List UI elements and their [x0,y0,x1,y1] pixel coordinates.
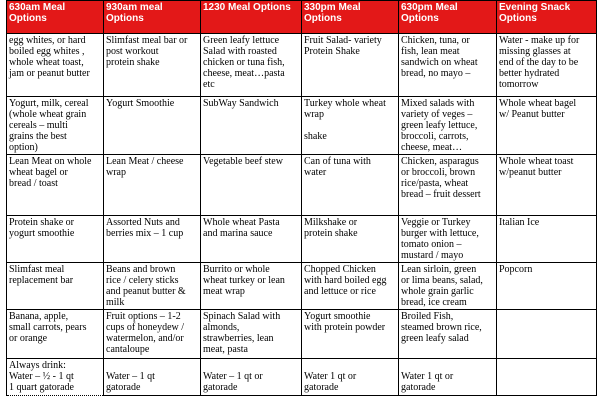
cell-text-line: almonds, [203,322,240,333]
meal-plan-container [6,0,596,404]
cell-text-line: and marina sauce [203,228,273,239]
table-cell [399,263,497,310]
cell-text-line: gatorade [106,382,141,393]
column-header: 1230 Meal Options [201,1,302,34]
cell-text-line: with hard boiled egg [304,275,387,286]
cell-text-line: Yogurt smoothie [304,311,371,322]
cell-text-line: Turkey whole wheat [304,98,386,109]
cell-text-line: Water – 1 qt [106,371,155,382]
cell-text-line: with protein powder [304,322,386,333]
column-header: Evening Snack Options [497,1,597,34]
cell-text-line: protein shake [304,228,358,239]
cell-text-line: gatorade [401,382,436,393]
cell-text-line: Mixed salads with [401,98,475,109]
cell-text-line: Slimfast meal [9,264,65,275]
cell-text-line: meat, pasta [203,344,248,355]
cell-text-line: Whole wheat bagel [499,98,577,109]
table-cell [399,359,497,396]
cell-text-line: sandwich on wheat [401,57,478,68]
cell-text-line: protein shake [106,57,160,68]
cell-text-line: Lean Meat on whole [9,156,92,167]
cell-text-line: option) [9,142,38,153]
table-cell [302,34,399,97]
cell-text-line: Chicken, tuna, or [401,35,470,46]
cell-text-line [304,120,396,131]
column-header: 930am meal Options [104,1,201,34]
cell-text-line: chicken or tuna fish, [203,57,285,68]
cell-text-line: post workout [106,46,159,57]
table-cell [104,216,201,263]
cell-text-line: steamed brown rice, [401,322,482,333]
cell-text-line [203,360,299,371]
table-cell [497,34,597,97]
cell-text-line: green leafy lettuce, [401,120,478,131]
cell-text-line: bread, no mayo – [401,68,471,79]
cell-text-line: Veggie or Turkey [401,217,471,228]
cell-text-line: whole wheat toast, [9,57,84,68]
cell-text-line: rice/pasta, wheat [401,178,469,189]
table-cell [399,97,497,155]
table-cell [302,97,399,155]
cell-text-line: water [304,167,327,178]
cell-text-line: better hydrated [499,68,560,79]
cell-text-line: Broiled Fish, [401,311,454,322]
table-cell [399,310,497,359]
cell-text-line: egg whites, or hard [9,35,86,46]
cell-text-line: gatorade [203,382,238,393]
table-cell [104,263,201,310]
cell-text-line: SubWay Sandwich [203,98,279,109]
table-cell [104,155,201,216]
cell-text-line: tomato onion – [401,239,462,250]
table-cell [201,155,302,216]
cell-text-line: Spinach Salad with [203,311,281,322]
cell-text-line: Whole wheat Pasta [203,217,280,228]
table-row [7,216,597,263]
cell-text-line: cheese, meat… [401,142,463,153]
table-cell [497,359,597,396]
cell-text-line: Green leafy lettuce [203,35,280,46]
cell-text-line: Water 1 qt or [304,371,357,382]
table-cell [497,310,597,359]
cell-text-line: w/peanut butter [499,167,562,178]
cell-text-line: bread / toast [9,178,58,189]
table-cell [7,155,104,216]
cell-text-line: cups of honeydew / [106,322,185,333]
cell-text-line: Fruit Salad- variety [304,35,382,46]
cell-text-line: w/ Peanut butter [499,109,565,120]
cell-text-line: Popcorn [499,264,533,275]
cell-text-line: tomorrow [499,79,539,90]
table-cell [201,216,302,263]
cell-text-line: Always drink: [9,360,66,371]
table-row [7,359,597,396]
cell-text-line: gatorade [304,382,339,393]
table-cell [497,216,597,263]
table-cell [104,359,201,396]
table-cell [497,263,597,310]
meal-plan-table [6,0,597,396]
cell-text-line: Protein Shake [304,46,360,57]
cell-text-line: mustard / mayo [401,250,464,261]
cell-text-line: Whole wheat toast [499,156,574,167]
cell-text-line: Burrito or whole [203,264,270,275]
cell-text-line: Water 1 qt or [401,371,454,382]
cell-text-line: and lettuce or rice [304,286,376,297]
cell-text-line: Yogurt Smoothie [106,98,175,109]
table-row [7,34,597,97]
cell-text-line: boiled egg whites , [9,46,85,57]
cell-text-line: meat wrap [203,286,245,297]
cell-text-line: wheat turkey or lean [203,275,285,286]
table-cell [104,310,201,359]
table-cell [7,263,104,310]
table-cell [201,34,302,97]
table-cell [104,97,201,155]
cell-text-line: Chicken, asparagus [401,156,479,167]
table-cell [104,34,201,97]
cell-text-line: Water – ½ - 1 qt [9,371,74,382]
column-header: 630pm Meal Options [399,1,497,34]
table-cell [302,359,399,396]
cell-text-line: cereals – multi [9,120,68,131]
cell-text-line: Banana, apple, [9,311,69,322]
table-cell [399,216,497,263]
table-cell [399,34,497,97]
cell-text-line: variety of veges – [401,109,473,120]
cell-text-line: green leafy salad [401,333,469,344]
table-row [7,155,597,216]
cell-text-line: Fruit options – 1-2 [106,311,181,322]
cell-text-line: Milkshake or [304,217,358,228]
table-cell [302,263,399,310]
table-cell [201,359,302,396]
cell-text-line: strawberries, lean [203,333,274,344]
cell-text-line [304,360,396,371]
cell-text-line: replacement bar [9,275,74,286]
cell-text-line: milk [106,297,125,308]
cell-text-line [401,360,494,371]
cell-text-line: jam or peanut butter [9,68,90,79]
cell-text-line: Slimfast meal bar or [106,35,188,46]
cell-text-line: berries mix – 1 cup [106,228,184,239]
cell-text-line: Can of tuna with [304,156,371,167]
cell-text-line: grains the best [9,131,67,142]
cell-text-line: bread, ice cream [401,297,467,308]
cell-text-line: cheese, meat…pasta [203,68,285,79]
column-header: 630am Meal Options [7,1,104,34]
cell-text-line: Vegetable beef stew [203,156,283,167]
cell-text-line: Chopped Chicken [304,264,376,275]
cell-text-line: or lima beans, salad, [401,275,483,286]
table-cell [302,216,399,263]
cell-text-line [106,360,198,371]
cell-text-line: wrap [106,167,126,178]
cell-text-line: wrap [304,109,324,120]
table-cell [7,97,104,155]
column-header: 330pm Meal Options [302,1,399,34]
cell-text-line: Beans and brown [106,264,176,275]
table-row [7,263,597,310]
cell-text-line: missing glasses at [499,46,571,57]
cell-text-line: 1 quart gatorade [9,382,74,393]
cell-text-line: burger with lettuce, [401,228,479,239]
table-cell [497,155,597,216]
cell-text-line: wheat bagel or [9,167,68,178]
table-cell [7,310,104,359]
table-cell [7,216,104,263]
cell-text-line: small carrots, pears [9,322,87,333]
table-cell [497,97,597,155]
cell-text-line: Lean sirloin, green [401,264,477,275]
cell-text-line: watermelon, and/or [106,333,184,344]
cell-text-line: broccoli, carrots, [401,131,469,142]
cell-text-line: Water - make up for [499,35,580,46]
table-cell [7,34,104,97]
cell-text-line: Assorted Nuts and [106,217,180,228]
cell-text-line: yogurt smoothie [9,228,75,239]
cell-text-line: Salad with roasted [203,46,277,57]
table-cell [201,310,302,359]
table-row [7,97,597,155]
table-row [7,310,597,359]
cell-text-line: etc [203,79,215,90]
table-cell [201,263,302,310]
cell-text-line: whole grain garlic [401,286,474,297]
cell-text-line: Water – 1 qt or [203,371,263,382]
cell-text-line: fish, lean meat [401,46,460,57]
cell-text-line: or broccoli, brown [401,167,476,178]
table-cell [399,155,497,216]
cell-text-line: Italian Ice [499,217,540,228]
cell-text-line: and peanut butter & [106,286,186,297]
cell-text-line: Protein shake or [9,217,74,228]
cell-text-line: or orange [9,333,48,344]
cell-text-line: rice / celery sticks [106,275,179,286]
cell-text-line: cantaloupe [106,344,150,355]
cell-text-line: Yogurt, milk, cereal [9,98,89,109]
table-cell [302,310,399,359]
cell-text-line: (whole wheat grain [9,109,87,120]
cell-text-line: Lean Meat / cheese [106,156,184,167]
cell-text-line: bread – fruit dessert [401,189,481,200]
table-cell [201,97,302,155]
table-cell [7,359,104,396]
header-row [7,1,597,34]
cell-text-line: end of the day to be [499,57,579,68]
cell-text-line: shake [304,131,327,142]
table-cell [302,155,399,216]
